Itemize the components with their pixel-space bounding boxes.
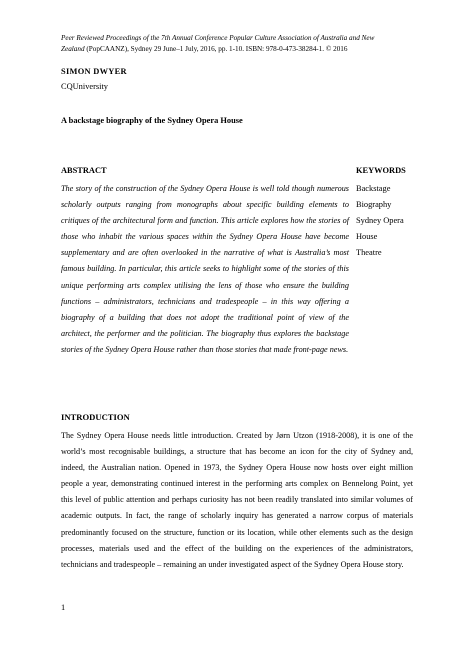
- keywords-list: [356, 181, 404, 261]
- header-line-2: (PopCAANZ), Sydney 29 June–1 July, 2016, pp. 1-10. ISBN: 978-0-473-38284-1. © 2016: [84, 44, 348, 53]
- keyword-item: Theatre: [356, 248, 382, 258]
- abstract-text: The story of the construction of the Sydney Opera House is well told though numerous scholarly outputs ranging from monographs about specific building elements to critiques of the architectural form and function. This article explores how the stories of those who inhabit the various spaces within the Sydney Opera House have become supplementary and are often overlooked in the narrative of what is Australia’s most famous building. In particular, this article seeks to highlight some of the stories of this unique performing arts complex utilising the lens of those who ensure the building functions – administrators, technicians and tradespeople – in this way offering a biography of a building that does not adopt the traditional point of view of the architect, the performer and the politician. The biography thus explores the backstage stories of the Sydney Opera House rather than those stories that made front-page news.: [61, 184, 349, 354]
- keyword-item: Sydney Opera: [356, 216, 404, 226]
- header-line-1: Peer Reviewed Proceedings of the 7th Annual Conference Popular Culture Association of Australia and New: [61, 34, 375, 42]
- keyword-item: House: [356, 232, 378, 242]
- introduction-text: The Sydney Opera House needs little introduction. Created by Jørn Utzon (1918-2008), it is one of the world’s most recognisable buildings, a structure that has become an icon for the city of Sydney and, indeed, the Australian nation. Opened in 1973, the Sydney Opera House now hosts over eight million people a year, demonstrating continued interest in the performing arts complex on Bennelong Point, yet this level of public attention and perhaps curiosity has not been readily translated into similar volumes of academic outputs. In fact, the range of scholarly inquiry has generated a narrow corpus of materials predominantly focused on the structure, function or its location, while other elements such as the design processes, materials used and the effect of the building on the experiences of the administrators, technicians and tradespeople – remaining an under investigated aspect of the Sydney Opera House story.: [61, 431, 413, 569]
- introduction-heading: INTRODUCTION: [61, 412, 130, 422]
- author-name: SIMON DWYER: [61, 67, 127, 76]
- abstract-heading: ABSTRACT: [61, 166, 107, 175]
- paper-title: A backstage biography of the Sydney Opera House: [61, 116, 243, 125]
- keywords-heading: KEYWORDS: [356, 166, 406, 175]
- author-affiliation: CQUniversity: [61, 82, 108, 91]
- keyword-item: Backstage: [356, 184, 391, 193]
- proceedings-header: [61, 33, 413, 54]
- header-line-2-italic: Zealand: [61, 44, 85, 53]
- keyword-item: Biography: [356, 200, 392, 210]
- page-number: 1: [61, 603, 66, 612]
